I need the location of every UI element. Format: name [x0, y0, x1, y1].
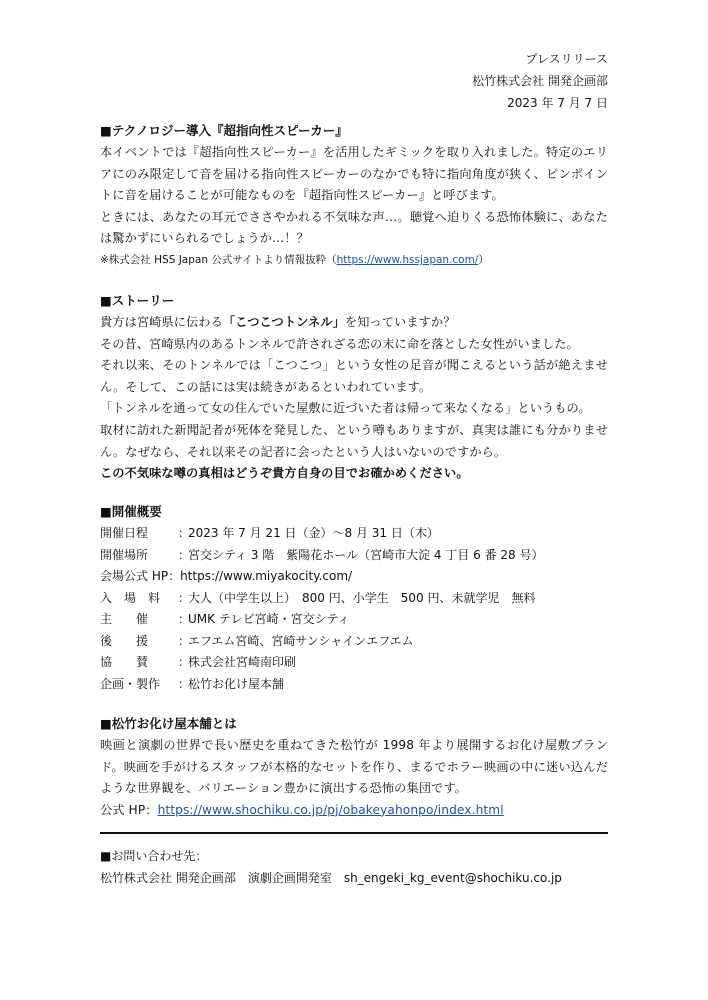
organization: 松竹株式会社 開発企画部: [472, 74, 608, 88]
note-suffix: ）: [478, 253, 489, 266]
info-row-admission: 入 場 料 ： 大人（中学生以上） 800 円、小学生 500 円、未就学児 無料: [100, 588, 608, 610]
info-row-sponsor: 協 賛 ： 株式会社宮崎南印刷: [100, 652, 608, 674]
brand-hp-prefix: 公式 HP：: [100, 802, 158, 817]
tunnel-name: 「こつこつトンネル」: [222, 315, 345, 329]
note-prefix: ※株式会社 HSS Japan 公式サイトより情報抜粋（: [100, 253, 337, 266]
contact-section: [100, 846, 608, 889]
story-section: [100, 290, 608, 485]
brand-paragraph: 映画と演劇の世界で長い歴史を重ねてきた松竹が 1998 年より展開するお化け屋敷ブランド。映画を手がけるスタッフが本格的なセットを作り、まるでホラー映画の中に迷い込んだような世界観を、バリエーション豊かに演出する恐怖の集団です。: [100, 738, 608, 796]
info-label: 開催日程: [100, 526, 149, 540]
info-value: 大人（中学生以上） 800 円、小学生 500 円、未就学児 無料: [188, 590, 536, 605]
hss-japan-link[interactable]: https://www.hssjapan.com/: [336, 253, 479, 266]
info-label: 入 場 料: [100, 590, 161, 605]
technology-paragraph-2: ときには、あなたの耳元でささやかれる不気味な声…。聴覚へ迫りくる恐怖体験に、あなたは驚かずにいられるでしょうか…！？: [100, 209, 608, 246]
story-line-1: [100, 312, 608, 334]
overview-section: [100, 501, 608, 695]
technology-title: ■テクノロジー導入『超指向性スピーカー』: [100, 123, 348, 138]
story-paragraph-4: 「トンネルを通って女の住んでいた屋敷に近づいた者は帰って来なくなる」というもの。: [100, 401, 591, 416]
info-label: 後 援: [100, 633, 149, 648]
info-label: 開催場所: [100, 547, 149, 562]
story-title: ■ストーリー: [100, 293, 175, 308]
obakeyahonpo-link[interactable]: https://www.shochiku.co.jp/pj/obakeyahonpo/index.html: [157, 802, 504, 817]
info-row-schedule: 開催日程 ： 2023 年 7 月 21 日（金）～8 月 31 日（木）: [100, 523, 608, 545]
story-l1-post: を知っていますか？: [344, 315, 456, 329]
info-value: 株式会社宮崎南印刷: [188, 655, 297, 669]
doc-type: プレスリリース: [525, 52, 608, 66]
technology-source-note: [100, 250, 608, 270]
info-row-organizer: 主 催 ： UMK テレビ宮崎・宮交シティ: [100, 609, 608, 631]
info-value: エフエム宮崎、宮崎サンシャインエフエム: [188, 633, 414, 648]
info-value: 2023 年 7 月 21 日（金）～8 月 31 日（木）: [188, 526, 439, 540]
contact-line: 松竹株式会社 開発企画部 演劇企画開発室 sh_engeki_kg_event@shochiku.co.jp: [100, 870, 562, 885]
header-block: [472, 48, 608, 114]
contact-title: ■お問い合わせ先：: [100, 849, 208, 863]
story-paragraph-2: その昔、宮崎県内のあるトンネルで許されざる恋の末に命を落とした女性がいました。: [100, 336, 579, 351]
story-paragraph-3: それ以来、そのトンネルでは「こつこつ」という女性の足音が聞こえるという話が絶えません。そして、この話には実は続きがあるといわれています。: [100, 358, 608, 394]
info-label: 主 催: [100, 612, 149, 626]
info-row-support: 後 援 ： エフエム宮崎、宮崎サンシャインエフエム: [100, 631, 608, 653]
info-row-venue-hp: [100, 566, 608, 588]
brand-hp-line: [100, 800, 608, 822]
divider-line: [100, 832, 608, 834]
info-row-production: 企画・製作 ： 松竹お化け屋本舗: [100, 674, 608, 696]
story-closing: この不気味な噂の真相はどうぞ貴方自身の目でお確かめください。: [100, 466, 469, 481]
info-label: 協 賛: [100, 655, 149, 669]
story-paragraph-5: 取材に訪れた新聞記者が死体を発見した、という噂もありますが、真実は誰にも分かりません。なぜなら、それ以来その記者に会ったという人はいないのですから。: [100, 422, 608, 459]
info-value: 松竹お化け屋本舗: [188, 676, 285, 691]
info-row-venue: 開催場所 ： 宮交シティ 3 階 紫陽花ホール（宮崎市大淀 4 丁目 6 番 28 号）: [100, 545, 608, 567]
technology-paragraph-1: 本イベントでは『超指向性スピーカー』を活用したギミックを取り入れました。特定のエリアにのみ限定して音を届ける指向性スピーカーのなかでも特に指向角度が狭く、ピンポイントに音を届けることが可能なものを『超指向性スピーカー』と呼びます。: [100, 145, 608, 203]
technology-section: [100, 120, 608, 270]
brand-section: [100, 713, 608, 821]
info-value: 宮交シティ 3 階 紫陽花ホール（宮崎市大淀 4 丁目 6 番 28 号）: [188, 547, 544, 562]
info-label: 企画・製作: [100, 676, 161, 691]
overview-title: ■開催概要: [100, 504, 162, 519]
release-date: 2023 年 7 月 7 日: [507, 96, 608, 110]
info-value: UMK テレビ宮崎・宮交シティ: [188, 612, 350, 626]
story-l1-pre: 貴方は宮崎県に伝わる: [100, 315, 223, 329]
venue-hp[interactable]: 会場公式 HP：https://www.miyakocity.com/: [100, 569, 353, 583]
brand-title: ■松竹お化け屋本舗とは: [100, 716, 237, 731]
